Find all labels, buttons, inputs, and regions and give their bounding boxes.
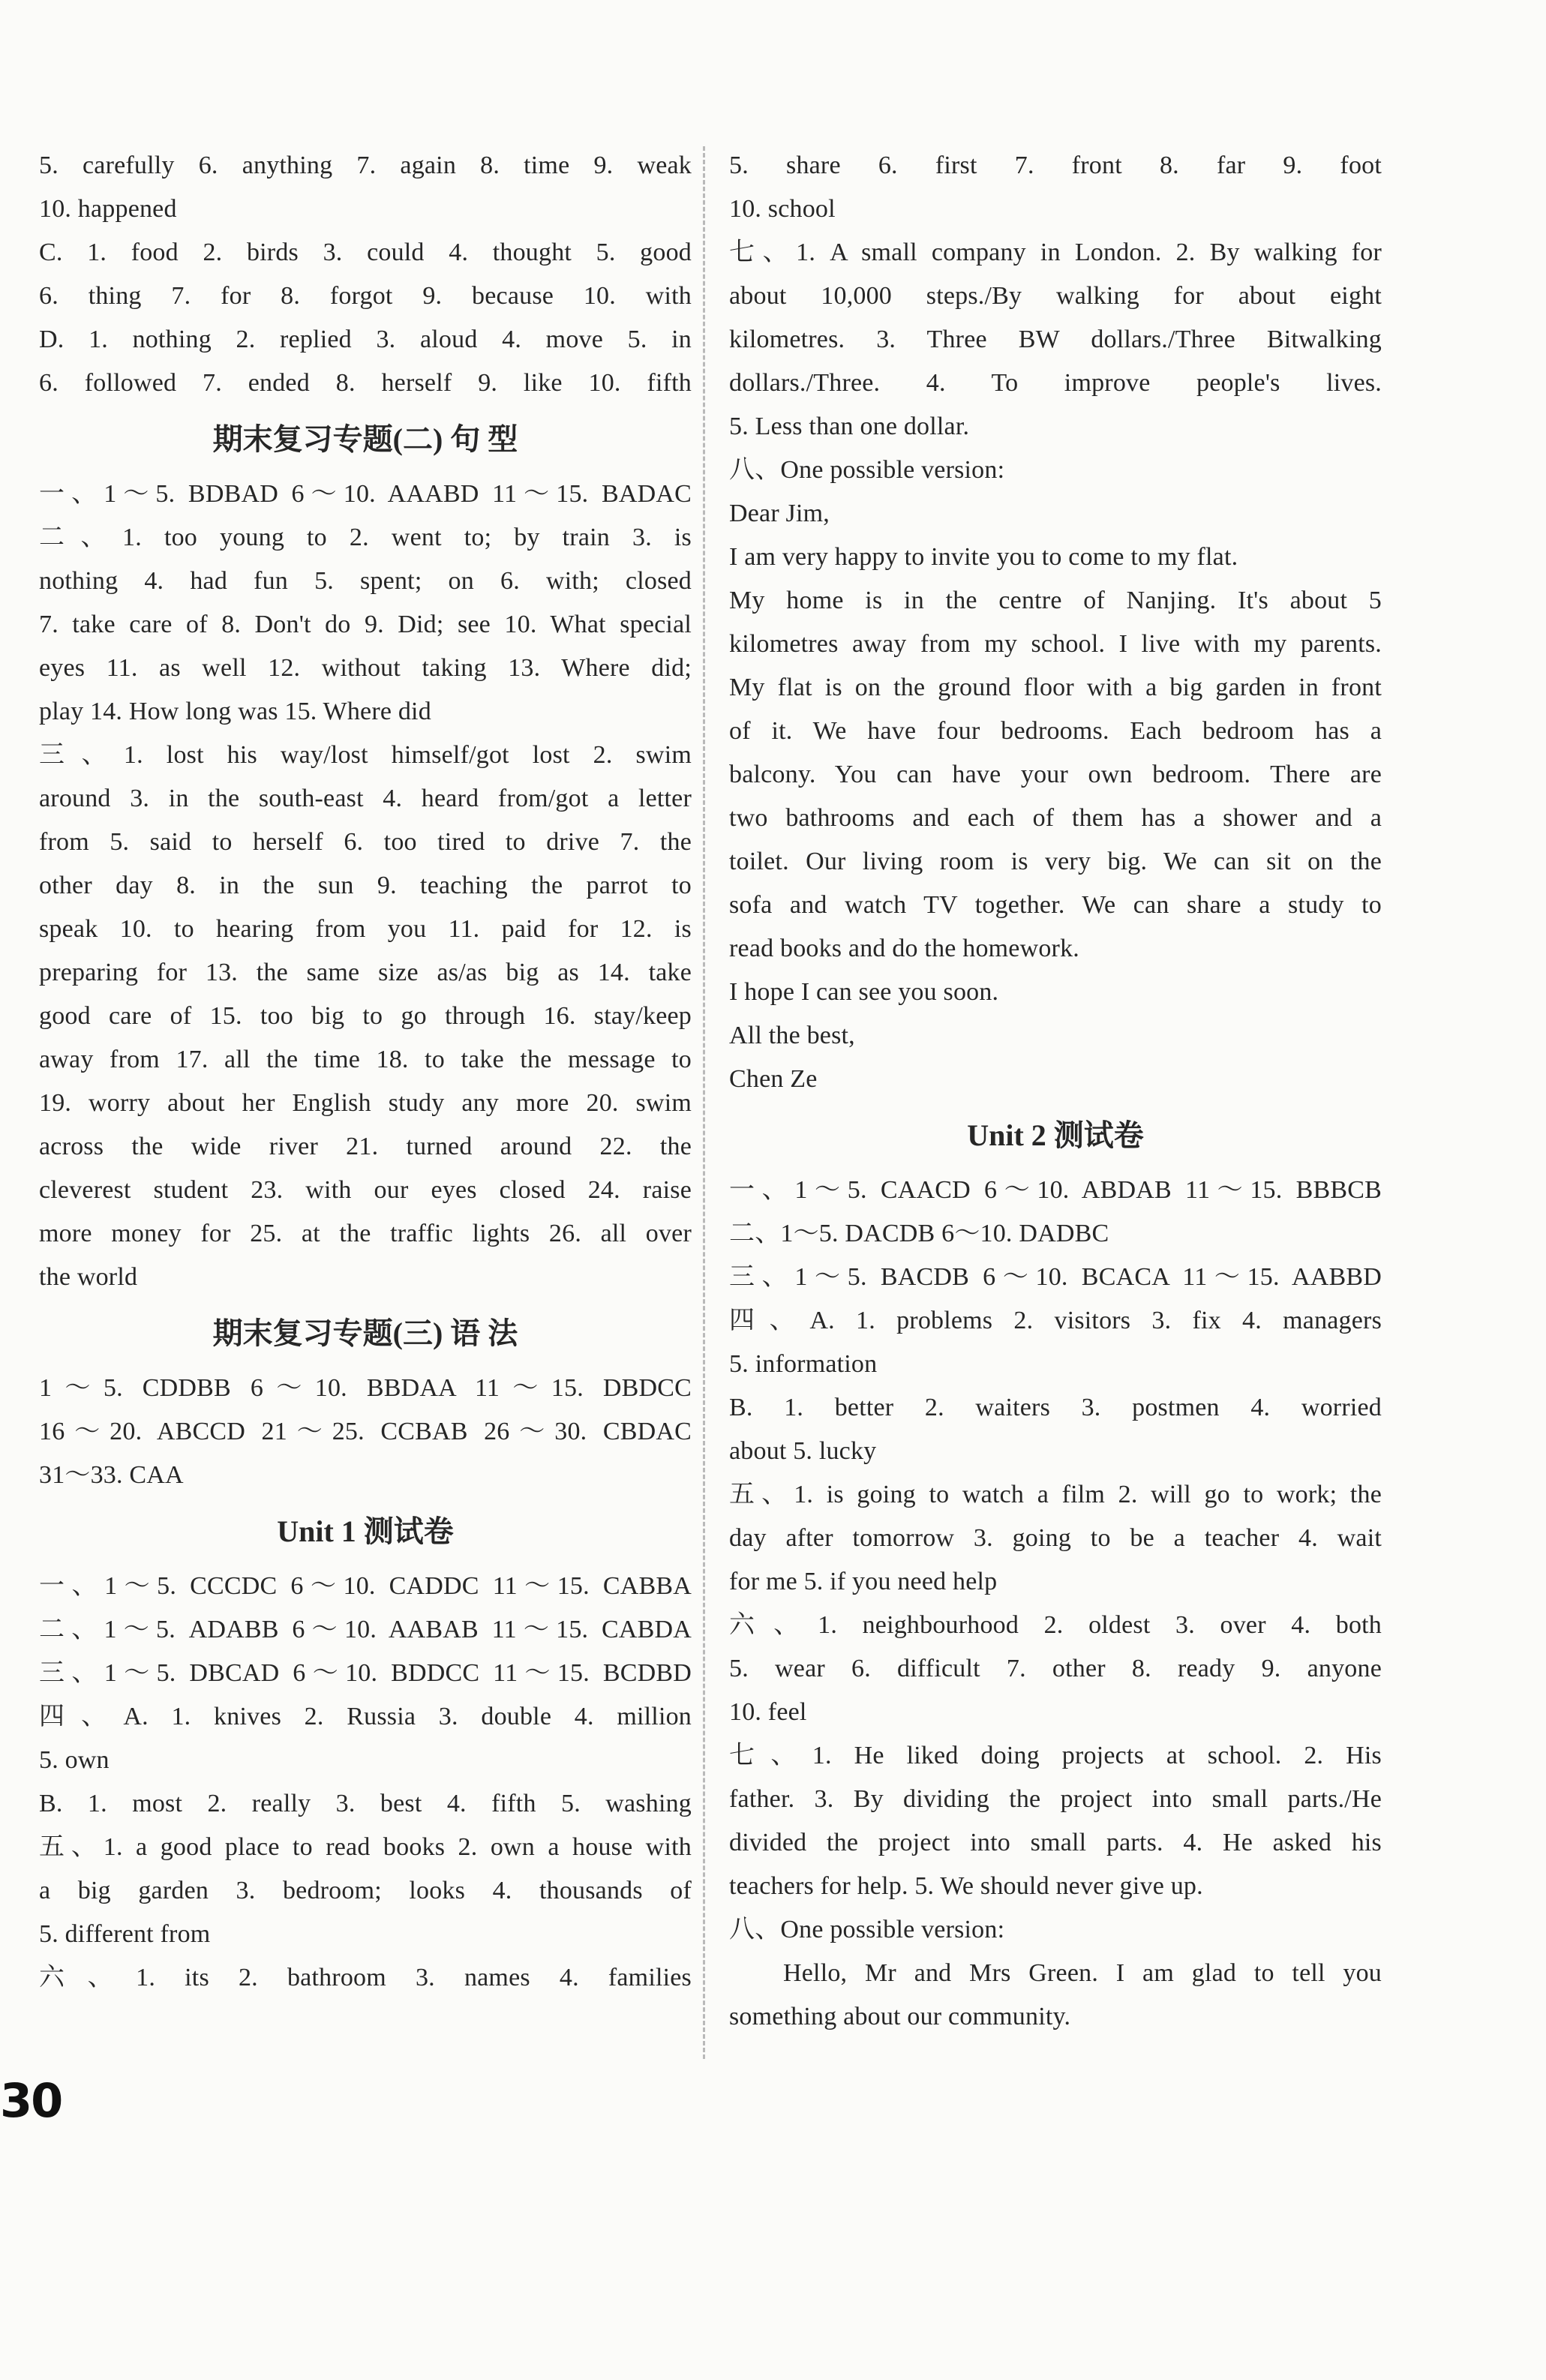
text-line: 五、1. is going to watch a film 2. will go to work; the	[729, 1481, 1382, 1508]
text-line: from 5. said to herself 6. too tired to drive 7. the	[39, 828, 692, 856]
text-line: C. 1. food 2. birds 3. could 4. thought 5. good	[39, 239, 692, 266]
letter-closing: All the best,	[729, 1022, 855, 1049]
right-column	[729, 144, 1382, 2039]
text-line: 5. own	[39, 1746, 110, 1774]
letter-signature: Chen Ze	[729, 1065, 818, 1093]
left-column	[39, 144, 692, 2000]
text-line: 二、1～5. DACDB 6～10. DADBC	[729, 1220, 1109, 1247]
text-line: balcony. You can have your own bedroom. There are	[729, 761, 1382, 788]
text-line: preparing for 13. the same size as/as big as 14. take	[39, 959, 692, 986]
text-line: cleverest student 23. with our eyes closed 24. raise	[39, 1176, 692, 1204]
text-line: 5. wear 6. difficult 7. other 8. ready 9. anyone	[729, 1655, 1382, 1682]
text-line: about 5. lucky	[729, 1437, 877, 1465]
text-line: 三、1. lost his way/lost himself/got lost 2. swim	[39, 741, 692, 769]
text-line: two bathrooms and each of them has a shower and a	[729, 804, 1382, 832]
text-line: 5. Less than one dollar.	[729, 413, 970, 440]
text-line: 四、A. 1. knives 2. Russia 3. double 4. million	[39, 1703, 692, 1730]
text-line: 八、One possible version:	[729, 456, 1005, 484]
section-heading-unit2-test: Unit 2 测试卷	[967, 1118, 1144, 1152]
unit1-test-answers	[39, 1565, 692, 2000]
text-line: dollars./Three. 4. To improve people's lives.	[729, 369, 1382, 397]
text-line: across the wide river 21. turned around 22. the	[39, 1133, 692, 1160]
text-line: kilometres. 3. Three BW dollars./Three Bitwalking	[729, 326, 1382, 353]
text-line: day after tomorrow 3. going to be a teacher 4. wait	[729, 1524, 1382, 1552]
text-line: 5. different from	[39, 1920, 211, 1948]
text-line: 7. take care of 8. Don't do 9. Did; see 10. What special	[39, 611, 692, 638]
text-line: B. 1. better 2. waiters 3. postmen 4. worried	[729, 1394, 1382, 1421]
text-line: kilometres away from my school. I live with my parents.	[729, 630, 1382, 658]
text-line: 七、1. A small company in London. 2. By walking for	[729, 239, 1382, 266]
text-line: D. 1. nothing 2. replied 3. aloud 4. move 5. in	[39, 326, 692, 353]
text-line: a big garden 3. bedroom; looks 4. thousands of	[39, 1877, 692, 1904]
text-line: 一、1～5. CCCDC 6～10. CADDC 11～15. CABBA	[39, 1572, 692, 1600]
text-line: 二、1. too young to 2. went to; by train 3. is	[39, 524, 692, 551]
text-line: more money for 25. at the traffic lights 26. all over	[39, 1220, 692, 1247]
text-line: 6. followed 7. ended 8. herself 9. like 10. fifth	[39, 369, 692, 397]
text-line: 19. worry about her English study any more 20. swim	[39, 1089, 692, 1117]
text-line: 四、A. 1. problems 2. visitors 3. fix 4. managers	[729, 1307, 1382, 1334]
sentence-patterns-answers	[39, 473, 692, 1299]
letter-greeting: Dear Jim,	[729, 500, 830, 527]
left-continued-answers	[39, 144, 692, 405]
text-line: eyes 11. as well 12. without taking 13. Where did;	[39, 654, 692, 682]
text-line: My flat is on the ground floor with a big garden in front	[729, 674, 1382, 701]
text-line: 三、1～5. DBCAD 6～10. BDDCC 11～15. BCDBD	[39, 1659, 692, 1687]
text-line: I hope I can see you soon.	[729, 978, 999, 1006]
section-heading-grammar: 期末复习专题(三) 语 法	[212, 1316, 518, 1350]
text-line: 5. information	[729, 1350, 878, 1378]
text-line: the world	[39, 1263, 138, 1291]
section-heading-unit1-test: Unit 1 测试卷	[277, 1514, 454, 1548]
text-line: 一、1～5. CAACD 6～10. ABDAB 11～15. BBBCB	[729, 1176, 1382, 1204]
text-line: father. 3. By dividing the project into small parts./He	[729, 1785, 1382, 1813]
unit2-test-answers	[729, 1169, 1382, 2039]
text-line: teachers for help. 5. We should never give up.	[729, 1872, 1203, 1900]
text-line: divided the project into small parts. 4. He asked his	[729, 1829, 1382, 1856]
text-line: about 10,000 steps./By walking for about eight	[729, 282, 1382, 310]
text-line: good care of 15. too big to go through 16. stay/keep	[39, 1002, 692, 1030]
text-line: 二、1～5. ADABB 6～10. AABAB 11～15. CABDA	[39, 1616, 692, 1643]
grammar-answers	[39, 1367, 692, 1497]
text-line: I am very happy to invite you to come to my flat.	[729, 543, 1238, 571]
text-line: something about our community.	[729, 2003, 1071, 2030]
text-line: play 14. How long was 15. Where did	[39, 698, 431, 725]
text-line: other day 8. in the sun 9. teaching the parrot to	[39, 872, 692, 899]
text-line: 10. school	[729, 195, 836, 223]
text-line: 七、1. He liked doing projects at school. 2. His	[729, 1742, 1382, 1769]
text-line: 八、One possible version:	[729, 1916, 1005, 1943]
text-line: B. 1. most 2. really 3. best 4. fifth 5. washing	[39, 1790, 692, 1817]
text-line: around 3. in the south-east 4. heard from/got a letter	[39, 785, 692, 812]
text-line: 5. share 6. first 7. front 8. far 9. foot	[729, 152, 1382, 179]
text-line: 5. carefully 6. anything 7. again 8. time 9. weak	[39, 152, 692, 179]
text-line: 16～20. ABCCD 21～25. CCBAB 26～30. CBDAC	[39, 1418, 692, 1445]
text-line: 三、1～5. BACDB 6～10. BCACA 11～15. AABBD	[729, 1263, 1382, 1291]
text-line: 6. thing 7. for 8. forgot 9. because 10. with	[39, 282, 692, 310]
text-line: My home is in the centre of Nanjing. It's about 5	[729, 587, 1382, 614]
text-line: toilet. Our living room is very big. We can sit on the	[729, 848, 1382, 875]
text-line: 10. feel	[729, 1698, 807, 1726]
text-line: 31～33. CAA	[39, 1461, 184, 1489]
text-line: of it. We have four bedrooms. Each bedroom has a	[729, 717, 1382, 745]
text-line: 10. happened	[39, 195, 177, 223]
text-line: for me 5. if you need help	[729, 1568, 998, 1595]
text-line: 六、1. its 2. bathroom 3. names 4. families	[39, 1964, 692, 1991]
section-heading-sentence-patterns: 期末复习专题(二) 句 型	[212, 422, 518, 456]
text-line: 五、1. a good place to read books 2. own a house with	[39, 1833, 692, 1861]
text-line: read books and do the homework.	[729, 935, 1079, 962]
column-divider	[703, 146, 705, 2059]
right-continued-answers	[729, 144, 1382, 1101]
text-line: sofa and watch TV together. We can share a study to	[729, 891, 1382, 919]
text-line: Hello, Mr and Mrs Green. I am glad to tell you	[783, 1959, 1382, 1987]
page-number: 30	[0, 2073, 62, 2128]
text-line: 1～5. CDDBB 6～10. BBDAA 11～15. DBDCC	[39, 1374, 692, 1402]
text-line: nothing 4. had fun 5. spent; on 6. with; closed	[39, 567, 692, 595]
text-line: away from 17. all the time 18. to take the message to	[39, 1046, 692, 1073]
text-line: 一、1～5. BDBAD 6～10. AAABD 11～15. BADAC	[39, 480, 692, 508]
text-line: 六、1. neighbourhood 2. oldest 3. over 4. both	[729, 1611, 1382, 1639]
text-line: speak 10. to hearing from you 11. paid for 12. is	[39, 915, 692, 943]
